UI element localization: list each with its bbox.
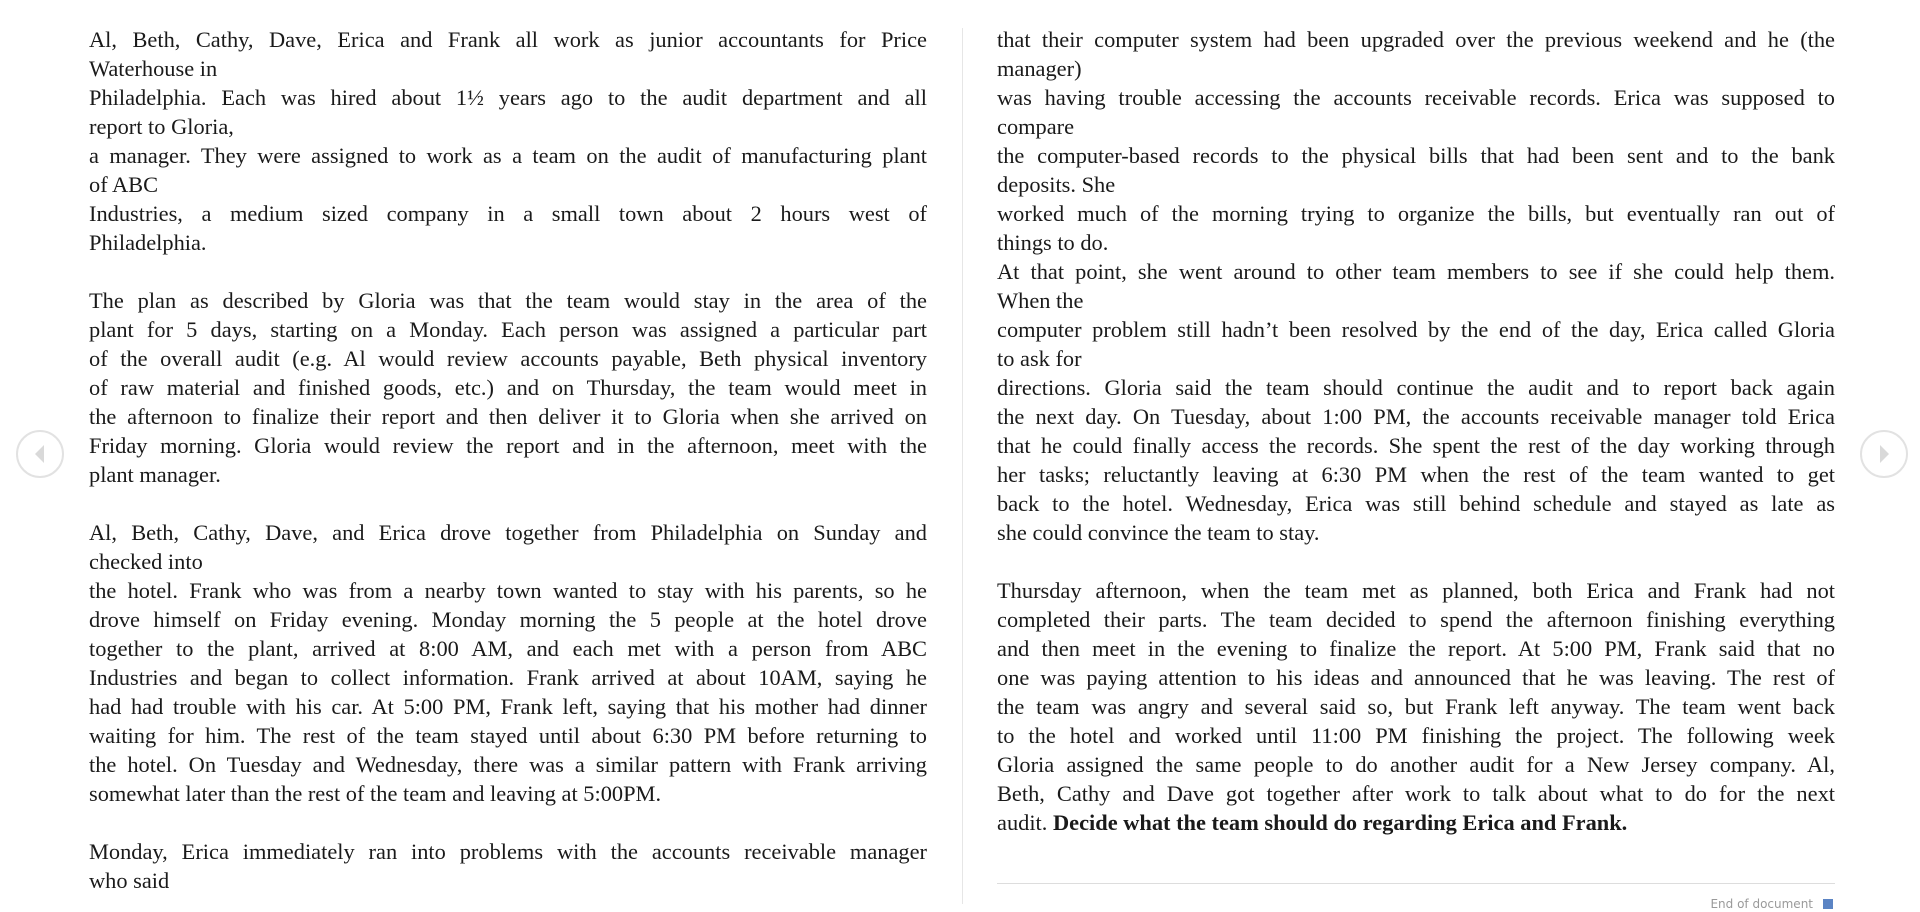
text-line: compare (997, 114, 1075, 139)
text-line: Thursday afternoon, when the team met as planned, both Erica and Frank had not (997, 578, 1835, 603)
text-line: directions. Gloria said the team should continue the audit and to report back again (997, 375, 1835, 400)
text-line: report to Gloria, (89, 114, 234, 139)
text-line: together to the plant, arrived at 8:00 AM, and each met with a person from ABC (89, 636, 927, 661)
text-line: Monday, Erica immediately ran into problems with the accounts receivable manager (89, 839, 927, 864)
text-line: the hotel. Frank who was from a nearby town wanted to stay with his parents, so he (89, 578, 927, 603)
text-line: the team was angry and several said so, but Frank left anyway. The team went back (997, 694, 1835, 719)
text-line: a manager. They were assigned to work as a team on the audit of manufacturing plant (89, 143, 927, 168)
chevron-left-icon (31, 443, 49, 465)
paragraph-travel (89, 518, 927, 808)
text-line: Gloria assigned the same people to do another audit for a New Jersey company. Al, (997, 752, 1835, 777)
text-line: the afternoon to finalize their report and then deliver it to Gloria when she arrived on (89, 404, 927, 429)
text-line: back to the hotel. Wednesday, Erica was still behind schedule and stayed as late as (997, 491, 1835, 516)
right-column (997, 25, 1835, 837)
text-line: completed their parts. The team decided to spend the afternoon finishing everything (997, 607, 1835, 632)
text-line: At that point, she went around to other team members to see if she could help them. (997, 259, 1835, 284)
paragraph-erica (89, 837, 927, 895)
chevron-right-icon (1875, 443, 1893, 465)
text-line: had had trouble with his car. At 5:00 PM, Frank left, saying that his mother had dinner (89, 694, 927, 719)
text-line: things to do. (997, 230, 1109, 255)
text-line: computer problem still hadn’t been resolved by the end of the day, Erica called Gloria (997, 317, 1835, 342)
text-line: The plan as described by Gloria was that the team would stay in the area of the (89, 288, 927, 313)
text-line: her tasks; reluctantly leaving at 6:30 PM when the rest of the team wanted to get (997, 462, 1835, 487)
text-line: Beth, Cathy and Dave got together after work to talk about what to do for the next (997, 781, 1835, 806)
text-line: to the hotel and worked until 11:00 PM finishing the project. The following week (997, 723, 1835, 748)
end-square-icon (1823, 899, 1833, 909)
text-line: Al, Beth, Cathy, Dave, Erica and Frank all work as junior accountants for Price (89, 27, 927, 52)
end-of-document-label: End of document (1710, 897, 1813, 911)
text-line: somewhat later than the rest of the team and leaving at 5:00PM. (89, 781, 662, 806)
left-column (89, 25, 927, 895)
paragraph-intro (89, 25, 927, 257)
text-line: When the (997, 288, 1084, 313)
text-line: manager) (997, 56, 1082, 81)
text-line: plant for 5 days, starting on a Monday. Each person was assigned a particular part (89, 317, 927, 342)
text-line: drove himself on Friday evening. Monday morning the 5 people at the hotel drove (89, 607, 927, 632)
text-line: who said (89, 868, 170, 893)
text-line: Industries, a medium sized company in a small town about 2 hours west of (89, 201, 927, 226)
text-line: was having trouble accessing the accounts receivable records. Erica was supposed to (997, 85, 1835, 110)
text-line: Philadelphia. Each was hired about 1½ years ago to the audit department and all (89, 85, 927, 110)
column-divider (962, 28, 963, 904)
text-fragment: audit. (997, 810, 1053, 835)
text-line: Waterhouse in (89, 56, 218, 81)
text-line: deposits. She (997, 172, 1116, 197)
next-page-button[interactable] (1860, 430, 1908, 478)
paragraph-thursday (997, 576, 1835, 837)
text-line (997, 808, 1835, 837)
text-line: one was paying attention to his ideas and announced that he was leaving. The rest of (997, 665, 1835, 690)
text-line: waiting for him. The rest of the team stayed until about 6:30 PM before returning to (89, 723, 927, 748)
text-line: she could convince the team to stay. (997, 520, 1320, 545)
text-line: the next day. On Tuesday, about 1:00 PM, the accounts receivable manager told Erica (997, 404, 1835, 429)
text-line: worked much of the morning trying to organize the bills, but eventually ran out of (997, 201, 1835, 226)
text-line: that he could finally access the records. She spent the rest of the day working through (997, 433, 1835, 458)
text-line: of the overall audit (e.g. Al would review accounts payable, Beth physical inventory (89, 346, 927, 371)
text-line: that their computer system had been upgraded over the previous weekend and he (the (997, 27, 1835, 52)
text-line: Friday morning. Gloria would review the report and in the afternoon, meet with the (89, 433, 927, 458)
text-line: Philadelphia. (89, 230, 207, 255)
text-line: Industries and began to collect information. Frank arrived at about 10AM, saying he (89, 665, 927, 690)
text-line: of raw material and finished goods, etc.) and on Thursday, the team would meet in (89, 375, 927, 400)
text-line: and then meet in the evening to finalize the report. At 5:00 PM, Frank said that no (997, 636, 1835, 661)
paragraph-computer-problem (997, 25, 1835, 547)
text-line: the computer-based records to the physical bills that had been sent and to the bank (997, 143, 1835, 168)
text-line: the hotel. On Tuesday and Wednesday, there was a similar pattern with Frank arriving (89, 752, 927, 777)
text-line: checked into (89, 549, 203, 574)
end-of-document-rule (997, 883, 1835, 884)
paragraph-plan (89, 286, 927, 489)
text-line: of ABC (89, 172, 159, 197)
closing-question: Decide what the team should do regarding Erica and Frank. (1052, 810, 1628, 835)
text-line: plant manager. (89, 462, 221, 487)
text-line: to ask for (997, 346, 1082, 371)
text-line: Al, Beth, Cathy, Dave, and Erica drove together from Philadelphia on Sunday and (89, 520, 927, 545)
previous-page-button[interactable] (16, 430, 64, 478)
end-of-document-marker (1710, 897, 1833, 911)
